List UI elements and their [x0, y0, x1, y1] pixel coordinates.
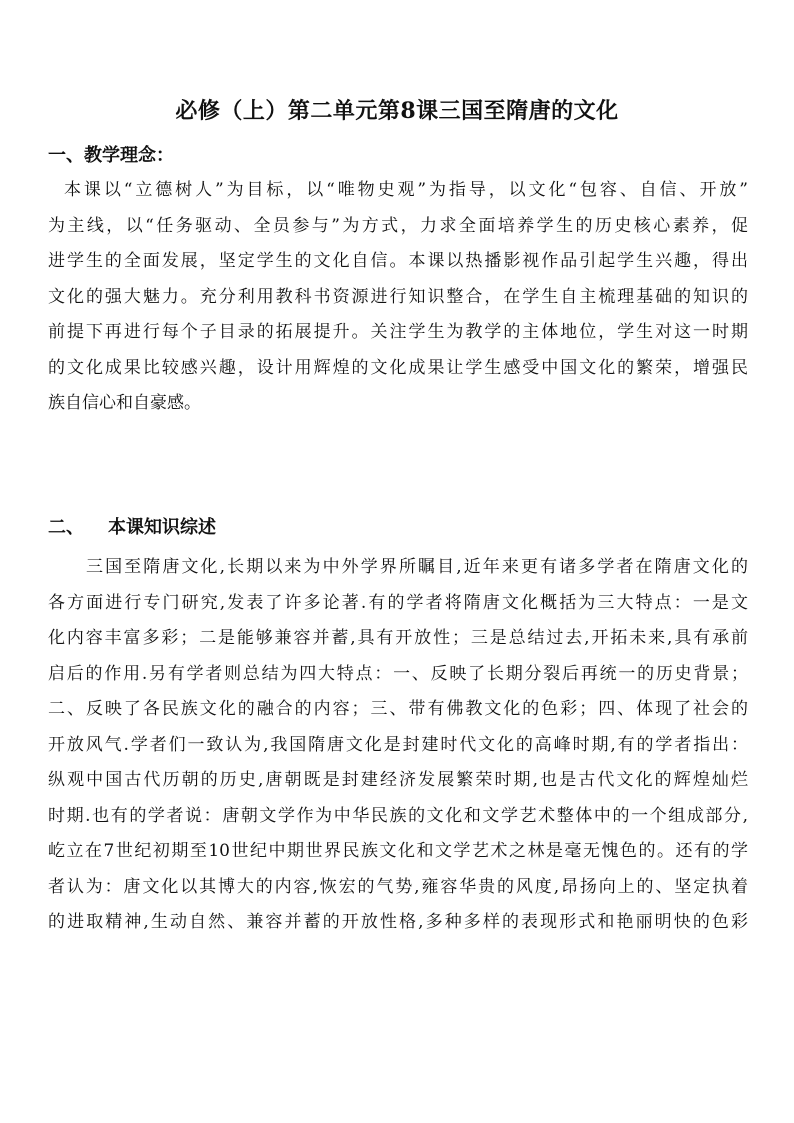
- section-heading-text: 本课知识综述: [108, 517, 216, 538]
- paragraph-line: 进学生的全面发展，坚定学生的文化自信。本课以热播影视作品引起学生兴趣，得出: [48, 251, 748, 271]
- paragraph-line: 开放风气.学者们一致认为,我国隋唐文化是封建时代文化的高峰时期,有的学者指出：: [48, 734, 748, 755]
- paragraph-line: 为主线，以“任务驱动、全员参与”为方式，力求全面培养学生的历史核心素养，促: [48, 215, 748, 236]
- paragraph-line: 各方面进行专门研究,发表了许多论著.有的学者将隋唐文化概括为三大特点：一是文: [48, 592, 748, 613]
- section-number: 二、: [48, 517, 84, 538]
- section-heading-knowledge-overview: [48, 515, 216, 541]
- paragraph-line: 时期.也有的学者说：唐朝文学作为中华民族的文化和文学艺术整体中的一个组成部分,: [48, 805, 748, 826]
- document-title: 必修（上）第二单元第8课三国至隋唐的文化: [175, 98, 619, 124]
- section-paragraph-teaching-philosophy: [48, 173, 748, 422]
- paragraph-line: 者认为：唐文化以其博大的内容,恢宏的气势,雍容华贵的风度,昂扬向上的、坚定执着: [48, 876, 748, 897]
- paragraph-line: 屹立在7世纪初期至10世纪中期世界民族文化和文学艺术之林是毫无愧色的。还有的学: [48, 841, 748, 861]
- section-paragraph-knowledge-overview: [48, 550, 748, 941]
- paragraph-line: 本课以“立德树人”为目标，以“唯物史观”为指导，以文化“包容、自信、开放”: [64, 180, 748, 200]
- section-heading-teaching-philosophy: 一、教学理念：: [48, 145, 174, 166]
- paragraph-line: 的文化成果比较感兴趣，设计用辉煌的文化成果让学生感受中国文化的繁荣，增强民: [48, 357, 748, 378]
- paragraph-line: 化内容丰富多彩；二是能够兼容并蓄,具有开放性；三是总结过去,开拓未来,具有承前: [48, 628, 748, 648]
- paragraph-line: 的进取精神,生动自然、兼容并蓄的开放性格,多种多样的表现形式和艳丽明快的色彩: [48, 912, 748, 932]
- paragraph-line: 二、反映了各民族文化的融合的内容；三、带有佛教文化的色彩；四、体现了社会的: [48, 699, 748, 719]
- paragraph-line: 启后的作用.另有学者则总结为四大特点：一、反映了长期分裂后再统一的历史背景；: [48, 663, 748, 684]
- paragraph-line: 前提下再进行每个子目录的拓展提升。关注学生为教学的主体地位，学生对这一时期: [48, 322, 748, 342]
- paragraph-line: 族自信心和自豪感。: [48, 393, 201, 413]
- paragraph-line: 三国至隋唐文化,长期以来为中外学界所瞩目,近年来更有诸多学者在隋唐文化的: [86, 557, 748, 577]
- paragraph-line: 纵观中国古代历朝的历史,唐朝既是封建经济发展繁荣时期,也是古代文化的辉煌灿烂: [48, 770, 748, 790]
- paragraph-line: 文化的强大魅力。充分利用教科书资源进行知识整合，在学生自主梳理基础的知识的: [48, 286, 748, 307]
